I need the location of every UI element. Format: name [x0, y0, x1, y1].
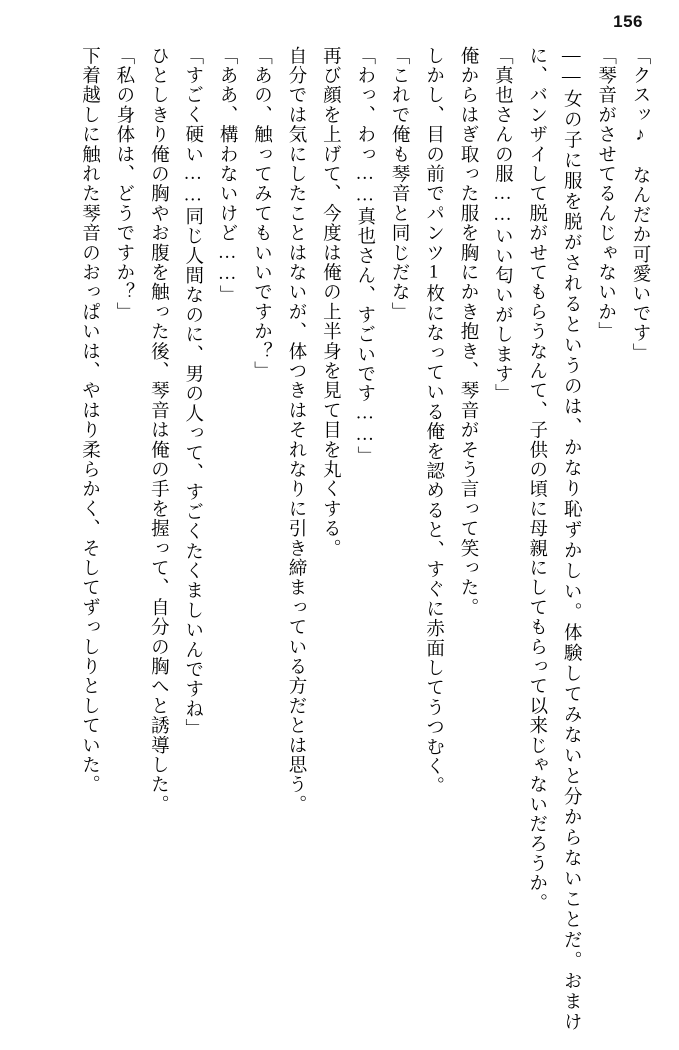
page-body	[22, 46, 657, 1032]
paragraph: 自分では気にしたことはないが、体つきはそれなりに引き締まっている方だとは思う。	[285, 46, 306, 815]
vertical-text-block	[22, 46, 657, 1032]
page-header	[22, 10, 657, 46]
paragraph: 「あの、触ってみてもいいですか？」	[251, 46, 272, 381]
paragraph: 再び顔を上げて、今度は俺の上半身を見て目を丸くする。	[320, 46, 341, 559]
paragraph: 下着越しに触れた琴音のおっぱいは、やはり柔らかく、そしてずっしりとしていた。	[79, 46, 100, 795]
paragraph: 「わっ、わっ……真也さん、すごいです……」	[354, 46, 375, 466]
paragraph: ひとしきり俺の胸やお腹を触った後、琴音は俺の手を握って、自分の胸へと誘導した。	[148, 46, 169, 815]
paragraph: 俺からはぎ取った服を胸にかき抱き、琴音がそう言って笑った。	[457, 46, 478, 618]
paragraph: ――女の子に服を脱がされるというのは、かなり恥ずかしい。体験してみないと分からないことだ。おまけに、バンザイして脱がせてもらうなんて、子供の頃に母親にしてもらって以来じゃないだろうか。	[526, 46, 582, 1032]
paragraph: 「これで俺も琴音と同じだな」	[389, 46, 410, 322]
paragraph: 「ああ、構わないけど……」	[217, 46, 238, 306]
paragraph: 「クスッ♪ なんだか可愛いです」	[630, 46, 650, 363]
paragraph: 「すごく硬い……同じ人間なのに、男の人って、すごくたくましいんですね」	[182, 46, 203, 739]
paragraph: 「琴音がさせてるんじゃないか」	[595, 46, 616, 342]
paragraph: 「私の身体は、どうですか？」	[113, 46, 134, 322]
paragraph: 「真也さんの服……いい匂いがします」	[492, 46, 513, 404]
paragraph: しかし、目の前でパンツ1枚になっている俺を認めると、すぐに赤面してうつむく。	[423, 46, 444, 797]
page-number: 156	[613, 12, 643, 31]
